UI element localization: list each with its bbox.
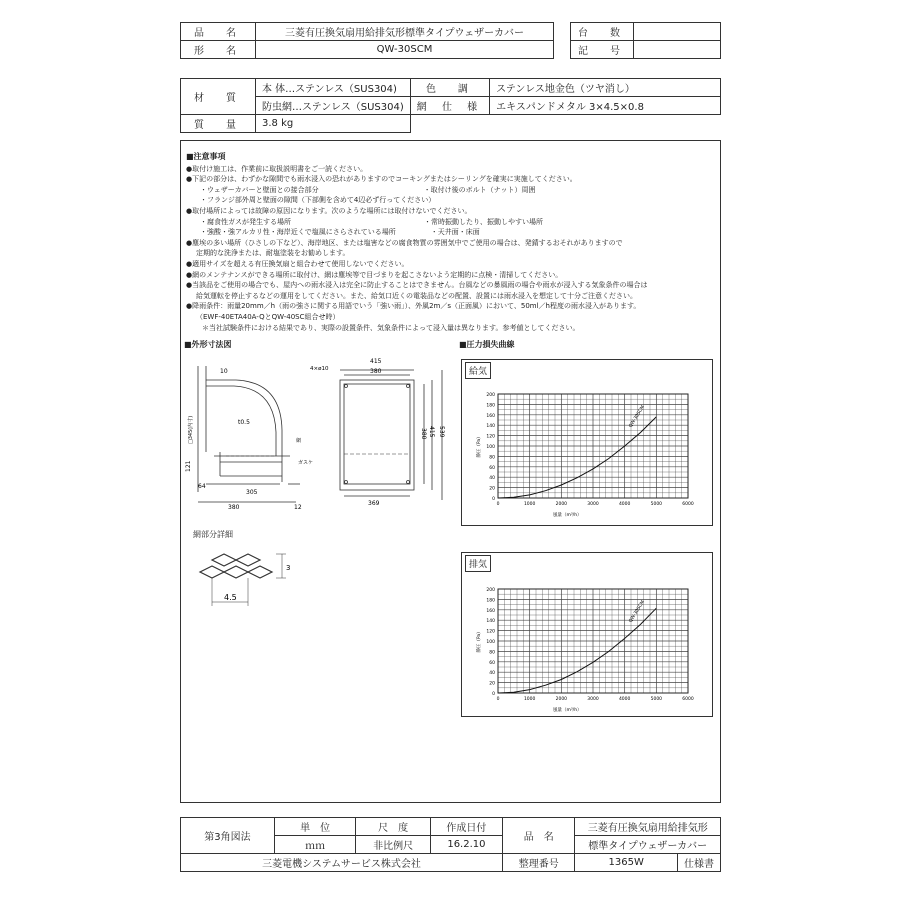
x-axis-label: 風量（m³/h） [553, 708, 582, 713]
side-d64: 64 [198, 483, 206, 490]
x-tick-label: 0 [496, 697, 500, 702]
note-line: ・強酸・強アルカリ性・海岸近くで塩風にさらされている場所 ・天井面・床面 [200, 228, 480, 237]
supply-pressure-chart [466, 382, 706, 525]
note-line: 定期的な洗浄または、耐塩塗装をお勧めします。 [196, 249, 350, 258]
note-line: ＊当社試験条件における結果であり、実際の設置条件、気象条件によって浸入量は異なります。参考値としてください。 [202, 323, 580, 332]
dims-title: ■外形寸法図 [184, 340, 232, 349]
side-phi: □345(内寸) [188, 415, 194, 444]
notes-section [186, 152, 726, 333]
color-label: 色 調 [410, 79, 489, 97]
front-d369: 369 [368, 500, 380, 507]
product-label: 品 名 [503, 818, 575, 854]
x-tick-label: 6000 [682, 502, 694, 507]
exhaust-chart-label: 排気 [465, 555, 491, 572]
net-detail-title: 網部分詳細 [193, 530, 233, 539]
front-d380: 380 [370, 368, 382, 375]
y-tick-label: 180 [486, 598, 495, 604]
note-line: ●適用サイズを超える有圧換気扇と組合わせて使用しないでください。 [186, 259, 409, 268]
y-tick-label: 120 [486, 629, 495, 635]
side-d10: 10 [220, 368, 228, 375]
material-net: 防虫網…ステンレス（SUS304) [256, 97, 411, 115]
company-name: 三菱電機システムサービス株式会社 [181, 854, 503, 872]
front-d415v: 415 [428, 426, 435, 438]
x-tick-label: 5000 [650, 502, 663, 507]
note-line: ●当該品をご使用の場合でも、屋内への雨水浸入は完全に防止することはできません。台風などの暴風雨の場合や雨水が浸入する気象条件の場合は [186, 281, 648, 290]
color-value: ステンレス地金色（ツヤ消し） [490, 79, 721, 97]
docno-value: 1365W [575, 854, 678, 872]
x-tick-label: 1000 [523, 502, 536, 507]
x-tick-label: 4000 [618, 697, 631, 702]
product-line2: 標準タイプウェザーカバー [575, 836, 721, 854]
material-body: 本 体…ステンレス（SUS304) [256, 79, 411, 97]
net-d45: 4.5 [224, 593, 237, 602]
x-tick-label: 5000 [650, 697, 663, 702]
y-tick-label: 100 [486, 640, 495, 645]
unit-value: ｍｍ [274, 836, 356, 854]
docno-label: 整理番号 [503, 854, 575, 872]
side-d380: 380 [228, 504, 240, 511]
supply-chart-label: 給気 [465, 362, 491, 379]
y-tick-label: 60 [489, 465, 495, 471]
x-tick-label: 3000 [587, 502, 599, 507]
note-line: ●取付け施工は、作業前に取扱説明書をご一読ください。 [186, 164, 368, 173]
model-value: QW-30SCM [256, 41, 554, 59]
front-view-drawing [306, 352, 456, 512]
y-tick-label: 160 [486, 608, 495, 614]
note-line: ・腐食性ガスが発生する場所 ・常時振動したり、振動しやすい場所 [200, 217, 543, 226]
y-tick-label: 0 [492, 692, 495, 697]
note-line: ●下記の部分は、わずかな隙間でも雨水浸入の恐れがありますのでコーキングまたはシーリングを確実に実施してください。 [186, 175, 577, 184]
series-label: QW-30SCM [628, 404, 646, 429]
net-value: エキスパンドメタル 3×4.5×0.8 [490, 97, 721, 115]
y-tick-label: 200 [486, 588, 495, 593]
spec-table [180, 78, 721, 133]
note-line: ●塵埃の多い場所（ひさしの下など）、海岸地区、または塩害などの腐食物質の雰囲気中でご使用の場合は、発錆するおそれがありますので [186, 238, 623, 247]
quantity-table [570, 22, 721, 59]
product-line1: 三菱有圧換気扇用給排気形 [575, 818, 721, 836]
notes-title: ■注意事項 [186, 152, 226, 161]
side-view-drawing [185, 352, 314, 522]
front-d380v: 380 [420, 428, 427, 440]
y-tick-label: 40 [489, 476, 495, 482]
notes-list [186, 164, 726, 334]
series-label: QW-30SCM [628, 599, 646, 624]
mass-value: 3.8 kg [256, 115, 411, 133]
y-axis-label: 静圧（Pa） [477, 434, 482, 458]
y-tick-label: 80 [489, 455, 495, 461]
model-label: 形 名 [181, 41, 256, 59]
y-tick-label: 200 [486, 393, 495, 398]
note-line: ・フランジ部外周と壁面の隙間（下部側を含めて4辺必ず行ってください） [200, 196, 436, 205]
qty-value [634, 23, 721, 41]
x-tick-label: 2000 [555, 502, 568, 507]
note-line: （EWF-40ETA40A-QとQW-40SC組合せ時） [196, 312, 340, 321]
doc-type: 仕様書 [678, 854, 721, 872]
mark-value [634, 41, 721, 59]
y-tick-label: 120 [486, 434, 495, 440]
note-line: 給気運転を停止するなどの運用をしてください。また、給気口近くの電装品などの配置、設置には雨水浸入を想定して十分ご注意ください。 [196, 291, 637, 300]
date-value: 16.2.10 [430, 836, 502, 854]
note-line: ・ウェザーカバーと壁面との接合部分 ・取付け後のボルト（ナット）周囲 [200, 185, 536, 194]
unit-label: 単 位 [274, 818, 356, 836]
x-tick-label: 6000 [682, 697, 694, 702]
x-tick-label: 4000 [618, 502, 631, 507]
footer-table [180, 817, 721, 872]
mass-label: 質 量 [181, 115, 256, 133]
note-line: ●取付場所によっては故障の原因になります。次のような場所には取付けないでください。 [186, 206, 472, 215]
scale-label: 尺 度 [356, 818, 430, 836]
x-tick-label: 1000 [523, 697, 536, 702]
name-value: 三菱有圧換気扇用給排気形標準タイプウェザーカバー [256, 23, 554, 41]
mark-label: 記 号 [571, 41, 634, 59]
x-tick-label: 0 [496, 502, 500, 507]
side-net: 網 [296, 438, 302, 444]
net-label: 網 仕 様 [410, 97, 489, 115]
scale-value: 非比例尺 [356, 836, 430, 854]
chart-grid [498, 394, 688, 498]
header-table [180, 22, 554, 59]
name-label: 品 名 [181, 23, 256, 41]
net-d3: 3 [286, 564, 291, 572]
y-tick-label: 80 [489, 650, 495, 656]
y-tick-label: 100 [486, 445, 495, 450]
y-tick-label: 60 [489, 660, 495, 666]
y-tick-label: 140 [486, 424, 495, 430]
angle-method: 第3角図法 [181, 818, 275, 854]
note-line: ●降雨条件：雨量20mm／h（雨の強さに関する用語でいう「強い雨」）、外風2m／s（正面風）において、50ml／h程度の雨水浸入があります。 [186, 302, 641, 311]
qty-label: 台 数 [571, 23, 634, 41]
side-gasket: ガスケ [298, 460, 314, 466]
x-tick-label: 3000 [587, 697, 599, 702]
side-d305: 305 [246, 489, 258, 496]
date-label: 作成日付 [430, 818, 502, 836]
side-t05: t0.5 [238, 419, 250, 426]
front-holes: 4×ø10 [310, 366, 329, 372]
y-tick-label: 0 [492, 497, 495, 502]
y-tick-label: 140 [486, 619, 495, 625]
exhaust-pressure-chart [466, 577, 706, 717]
y-tick-label: 160 [486, 413, 495, 419]
y-axis-label: 静圧（Pa） [477, 629, 482, 653]
y-tick-label: 40 [489, 671, 495, 677]
front-d539: 539 [438, 426, 445, 438]
net-detail-drawing [190, 540, 300, 610]
x-axis-label: 風量（m³/h） [553, 513, 582, 518]
y-tick-label: 20 [489, 681, 495, 687]
note-line: ●網のメンテナンスができる場所に取付け、網は塵埃等で目づまりを起こさないよう定期的に点検・清掃してください。 [186, 270, 563, 279]
side-d121: 121 [185, 460, 192, 472]
side-d12: 12 [294, 504, 302, 511]
y-tick-label: 20 [489, 486, 495, 492]
front-d415: 415 [370, 358, 382, 365]
chart-grid [498, 589, 688, 693]
x-tick-label: 2000 [555, 697, 568, 702]
material-label: 材 質 [181, 79, 256, 115]
y-tick-label: 180 [486, 403, 495, 409]
pressure-title: ■圧力損失曲線 [459, 340, 515, 349]
